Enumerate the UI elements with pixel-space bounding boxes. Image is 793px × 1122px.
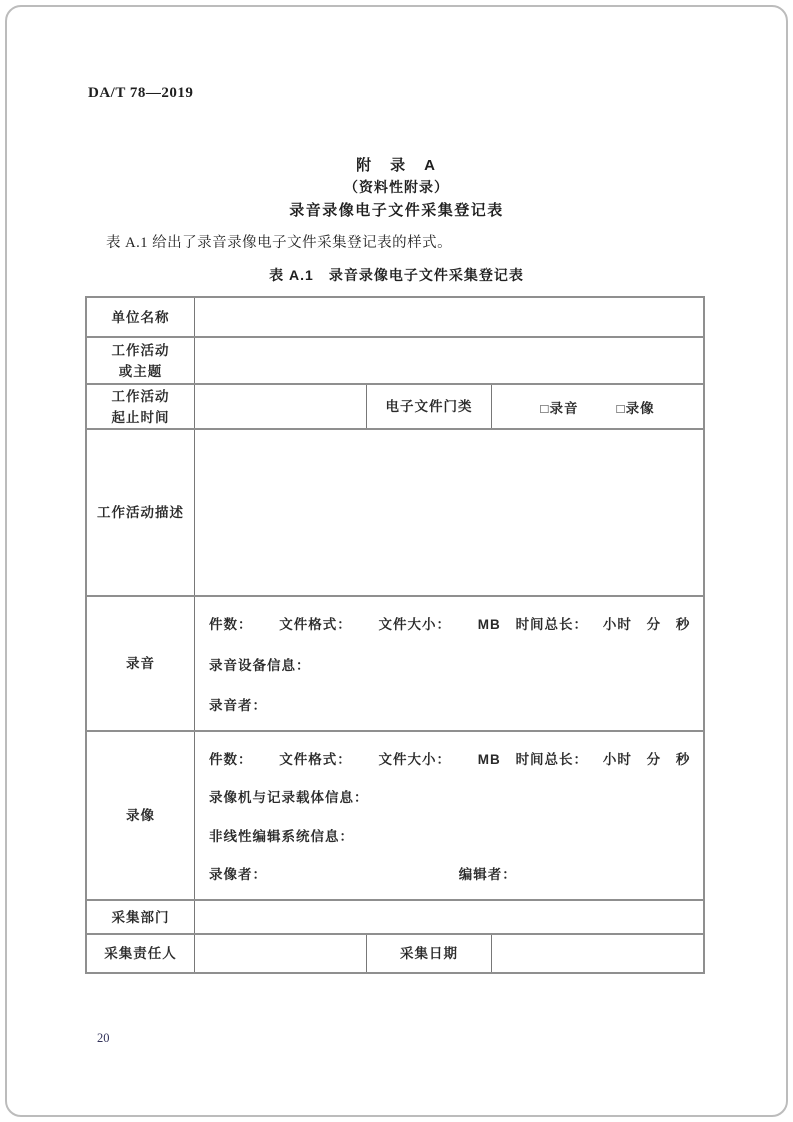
activity-label [87, 338, 195, 383]
table-row [87, 732, 703, 901]
table-row [87, 935, 703, 972]
video-checkbox-option: □录像 [616, 400, 655, 416]
table-row [87, 430, 703, 597]
page-number: 20 [97, 1031, 110, 1045]
count-label: 件数： [209, 617, 253, 632]
unit-name-field [195, 298, 703, 336]
appendix-subtitle: （资料性附录） [344, 179, 449, 195]
count-label: 件数： [209, 752, 253, 767]
collect-dept-label: 采集部门 [87, 901, 195, 933]
video-camera-media-label: 录像机与记录载体信息： [209, 790, 369, 806]
period-field [195, 385, 367, 428]
audio-device-label: 录音设备信息： [209, 657, 311, 673]
video-recorder-label: 录像者： [209, 866, 267, 882]
file-size-label: 文件大小： [378, 617, 452, 632]
hours-unit-label: 小时 [602, 752, 632, 767]
period-label [87, 385, 195, 428]
standard-number: DA/T 78—2019 [88, 85, 194, 101]
table-row [87, 385, 703, 430]
doc-category-options [492, 385, 703, 428]
file-format-label: 文件格式： [279, 617, 352, 632]
duration-label: 时间总长： [515, 752, 589, 767]
duration-label: 时间总长： [515, 617, 589, 632]
collect-date-label: 采集日期 [367, 935, 492, 972]
audio-recorder-label: 录音者： [209, 698, 267, 713]
appendix-title: 附 录 A [356, 157, 437, 174]
period-label-line2: 起止时间 [111, 409, 170, 425]
audio-stats-line [209, 613, 693, 633]
minutes-unit-label: 分 [646, 752, 662, 767]
mb-unit-label: MB [477, 752, 501, 767]
video-section-label: 录像 [87, 732, 195, 899]
file-size-label: 文件大小： [378, 752, 452, 767]
description-field [195, 430, 703, 595]
mb-unit-label: MB [477, 617, 501, 632]
audio-checkbox-option: □录音 [540, 400, 579, 416]
video-editor-label: 编辑者： [458, 866, 517, 882]
doc-category-label: 电子文件门类 [367, 385, 492, 428]
hours-unit-label: 小时 [602, 617, 632, 632]
period-label-line1: 工作活动 [111, 388, 170, 404]
registration-form-table [85, 296, 705, 974]
video-stats-line [209, 748, 693, 768]
video-editing-system-label: 非线性编辑系统信息： [209, 828, 354, 844]
collect-dept-field [195, 901, 703, 933]
video-section-content [195, 732, 703, 899]
table-row [87, 597, 703, 732]
audio-section-content [195, 597, 703, 730]
activity-label-line1: 工作活动 [111, 342, 170, 358]
collector-field [195, 935, 367, 972]
description-label: 工作活动描述 [87, 430, 195, 595]
activity-field [195, 338, 703, 383]
table-caption: 表 A.1 录音录像电子文件采集登记表 [269, 267, 524, 283]
minutes-unit-label: 分 [646, 617, 662, 632]
seconds-unit-label: 秒 [675, 752, 691, 767]
audio-section-label: 录音 [87, 597, 195, 730]
appendix-name: 录音录像电子文件采集登记表 [289, 202, 504, 219]
video-people-line [209, 863, 693, 883]
activity-label-line2: 或主题 [118, 363, 163, 379]
collect-date-field [492, 935, 703, 972]
seconds-unit-label: 秒 [675, 617, 691, 632]
table-row [87, 338, 703, 385]
collector-label: 采集责任人 [87, 935, 195, 972]
intro-paragraph: 表 A.1 给出了录音录像电子文件采集登记表的样式。 [106, 235, 453, 251]
table-row [87, 298, 703, 338]
unit-name-label: 单位名称 [87, 298, 195, 336]
file-format-label: 文件格式： [279, 752, 352, 767]
table-row [87, 901, 703, 935]
